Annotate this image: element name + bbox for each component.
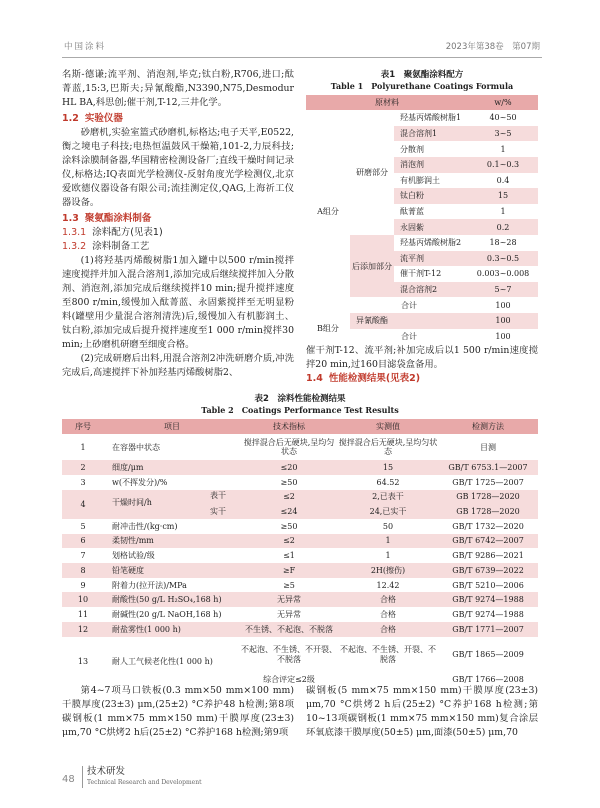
table2 (62, 419, 538, 687)
row-measured: 搅拌混合后无硬块,呈均匀状态 (338, 438, 438, 457)
materials-paragraph: 名斯-德谦;流平剂、消泡剂,毕克;钛白粉,R706,进口;酞菁蓝,15:3,巴斯夫;异氰酸酯,N3390,N75,Desmodur HL BA,科思创;催干剂,T-12,三井化学。 (62, 69, 294, 108)
material-name: 消泡剂 (394, 157, 468, 173)
section-number: 1.2 (62, 112, 79, 124)
row-method: GB/T 1725—2007 (452, 477, 524, 487)
row-measured: 2,已表干 (338, 490, 438, 505)
table2-caption-zh: 表2 涂料性能检测结果 (254, 394, 346, 404)
running-header (62, 40, 542, 58)
row-spec: ≥F (240, 563, 338, 578)
row-spec: ≤1 (283, 551, 295, 561)
section-title: 实验仪器 (84, 112, 123, 124)
material-name: 羟基丙烯酸树脂2 (400, 238, 462, 248)
section-title: 性能检测结果(见表2) (328, 372, 421, 384)
procedure-continuation: 催干剂T-12、流平剂;补加完成后以1 500 r/min速度搅拌20 min,过160目滤袋盒备用。 (306, 345, 538, 370)
material-name: 混合溶剂1 (394, 126, 468, 142)
row-measured: 合格 (380, 609, 396, 619)
section-1-3-heading (62, 212, 294, 226)
surface-dry-label: 表干 (210, 490, 226, 500)
material-fraction: 0.2 (468, 219, 538, 235)
material-name: 钛白粉 (394, 188, 468, 204)
row-measured: 1 (338, 534, 438, 549)
table-header-row (306, 95, 538, 110)
table-row (62, 607, 538, 622)
row-measured: 1 (385, 551, 391, 561)
row-no: 6 (62, 534, 104, 549)
row-item: 在容器中状态 (112, 442, 160, 452)
section-name: 技术研发 (87, 766, 126, 777)
section-1-2-heading (62, 112, 294, 126)
row-spec: 无异常 (277, 609, 301, 619)
section-number: 1.4 (306, 372, 323, 384)
row-item: 耐酸性(50 g/L H₂SO₄,168 h) (104, 592, 240, 607)
group-a-label: A组分 (317, 207, 339, 217)
row-method: GB 1728—2020 (438, 504, 538, 519)
instruments-paragraph: 砂磨机,实验室篮式砂磨机,标格达;电子天平,E0522,衡之境电子科技;电热恒温鼓风干燥箱,101-2,力辰科技;涂料涂膜制备器,华国精密检测设备厂;直线干燥时间记录仪,标格达;IQ表面光学检测仪-反射角度光学检测仪,北京爱欧德仪器设备有限公司;流挂测定仪,QAG,上海祈工仪器设备。 (62, 127, 294, 208)
row-spec: 搅拌混合后无硬块,呈均匀状态 (243, 438, 335, 457)
material-name: 有机膨润土 (400, 175, 440, 185)
row-item: 划格试验/级 (112, 551, 155, 561)
section-title: 涂料制备工艺 (92, 241, 150, 253)
footer-divider (82, 766, 83, 788)
row-no: 7 (80, 551, 86, 561)
material-name: 羟基丙烯酸树脂1 (400, 113, 462, 123)
material-name: 酞菁蓝 (400, 207, 424, 217)
table1-caption-en: Table 1 Polyurethane Coatings Formula (330, 81, 514, 92)
right-column-text (306, 344, 538, 386)
table-row (62, 548, 538, 563)
table-row (62, 592, 538, 607)
row-spec: ≥5 (283, 580, 295, 590)
material-fraction: 1 (500, 144, 506, 154)
table-row (306, 313, 538, 329)
row-no: 12 (62, 622, 104, 637)
row-method: GB/T 9286—2021 (452, 551, 524, 561)
row-measured: 12.42 (376, 580, 400, 590)
add-section-label: 后添加部分 (350, 235, 394, 297)
row-item: 铅笔硬度 (104, 563, 240, 578)
row-item: 耐冲击性/(kg·cm) (112, 521, 178, 531)
section-1-3-2-heading (62, 240, 294, 254)
header-material: 原材料 (306, 95, 468, 110)
row-no: 11 (77, 609, 89, 619)
total-label: 合计 (401, 331, 417, 341)
row-spec: ≤2 (240, 490, 338, 505)
row-measured: 50 (382, 521, 394, 531)
row-method: GB/T 1766—2008 (452, 675, 524, 685)
table1-block (306, 70, 538, 344)
row-no: 2 (62, 460, 104, 475)
row-method: 目测 (480, 442, 496, 452)
row-no: 5 (80, 521, 86, 531)
row-method: GB/T 9274—1988 (438, 592, 538, 607)
test-conditions-continuation: 碳钢板(5 mm×75 mm×150 mm)干膜厚度(23±3) μm,70 °C烘烤2 h后(25±2) °C养护168 h检测;第10~13项碳钢板(1 mm×75 mm×150 mm)复合涂层环氧底漆干膜厚度(50±5) μm,面漆(50±5) μm,70 (306, 685, 538, 738)
row-measured: 2H(擦伤) (338, 563, 438, 578)
table1 (306, 95, 538, 344)
procedure-step-2: (2)完成研磨后出料,用混合溶剂2冲洗研磨介质,冲洗完成后,高速搅拌下补加羟基丙烯酸树脂2、 (62, 353, 294, 378)
row-item (104, 490, 240, 505)
material-fraction: 0.4 (496, 175, 510, 185)
row-spec: ≥50 (280, 521, 298, 531)
section-title: 涂料配方(见表1) (92, 226, 163, 238)
table-row (62, 519, 538, 534)
row-item: w(不挥发分)/% (112, 477, 168, 487)
table-row (62, 563, 538, 578)
row-method: GB/T 1732—2020 (452, 521, 524, 531)
table-row (62, 637, 538, 673)
material-fraction: 40~50 (489, 113, 517, 123)
row-no: 10 (62, 592, 104, 607)
material-name: 分散剂 (400, 144, 424, 154)
drying-time-label: 干燥时间/h (112, 497, 152, 507)
header-spec: 技术指标 (240, 419, 338, 434)
row-spec: 综合评定≤2级 (263, 675, 315, 685)
table-row (62, 475, 538, 490)
table-row (62, 622, 538, 637)
material-fraction: 0.1~0.3 (468, 157, 538, 173)
section-1-3-1-heading (62, 226, 294, 240)
header-item: 项目 (104, 419, 240, 434)
row-measured: 不起泡、不生锈、开裂、不脱落 (340, 645, 436, 664)
row-no: 8 (62, 563, 104, 578)
journal-name: 中国涂料 (64, 42, 107, 52)
bottom-right-text (306, 684, 538, 740)
table2-caption-en: Table 2 Coatings Performance Test Results (201, 405, 399, 416)
table-row (62, 460, 538, 475)
row-measured: 合格 (338, 592, 438, 607)
row-no: 13 (77, 657, 89, 667)
row-measured: 24,已实干 (338, 504, 438, 519)
section-title: 聚氨酯涂料制备 (84, 212, 152, 224)
header-measured: 实测值 (338, 419, 438, 434)
row-no: 4 (62, 490, 104, 519)
section-1-4-heading (306, 372, 538, 386)
material-name: 异氰酸酯 (350, 313, 468, 329)
row-item: 耐盐雾性(1 000 h) (104, 622, 240, 637)
grind-section-label: 研磨部分 (356, 168, 388, 178)
section-number: 1.3.2 (62, 241, 87, 253)
section-name-en: Technical Research and Development (87, 779, 202, 786)
bottom-left-text (62, 684, 294, 740)
issue-info: 2023年第38卷 第07期 (445, 42, 540, 52)
left-column (62, 68, 294, 380)
row-spec: 不起泡、不生锈、不开裂、不脱落 (241, 645, 337, 664)
row-spec: ≤24 (240, 504, 338, 519)
material-name: 催干剂T-12 (400, 269, 442, 279)
material-name: 流平剂 (394, 251, 468, 267)
material-fraction: 0.3~0.5 (468, 251, 538, 267)
table-row (62, 434, 538, 460)
procedure-step-1: (1)将羟基丙烯酸树脂1加入罐中以500 r/min搅拌速度搅拌并加入混合溶剂1,添加完成后继续搅拌加入分散剂、消泡剂,添加完成后继续搅拌10 min;提升搅拌速度至800 r/min,缓慢加入酞菁蓝、永固紫搅拌至无明显粉料(罐壁用少量混合溶剂清洗)后,缓慢加入有机膨润土、钛白粉,添加完成后提升搅拌速度至1 000 r/min搅拌30 min;上砂磨机研磨至细度合格。 (62, 255, 294, 351)
row-no: 1 (80, 442, 86, 452)
row-no: 9 (80, 580, 86, 590)
material-fraction: 0.003~0.008 (476, 269, 530, 279)
row-method: GB 1728—2020 (438, 490, 538, 505)
row-spec: ≤2 (240, 534, 338, 549)
table-row (62, 490, 538, 505)
table-row (62, 578, 538, 593)
row-method: GB/T 1771—2007 (438, 622, 538, 637)
row-method: GB/T 9274—1988 (452, 609, 524, 619)
material-fraction: 15 (468, 188, 538, 204)
section-number: 1.3 (62, 212, 79, 224)
total-label: 合计 (401, 300, 417, 310)
material-fraction: 1 (500, 207, 506, 217)
row-no: 3 (80, 477, 86, 487)
table1-caption-zh: 表1 聚氨酯涂料配方 (380, 70, 464, 80)
row-item: 柔韧性/mm (104, 534, 240, 549)
table-row (62, 534, 538, 549)
material-fraction: 100 (468, 313, 538, 329)
row-method: GB/T 5210—2006 (452, 580, 524, 590)
row-item: 附着力(拉开法)/MPa (112, 580, 187, 590)
section-number: 1.3.1 (62, 226, 87, 238)
row-spec: 不生锈、不起泡、不脱落 (240, 622, 338, 637)
row-method: GB/T 6739—2022 (438, 563, 538, 578)
table-row (306, 110, 538, 126)
material-name: 永固紫 (394, 219, 468, 235)
material-fraction: 5~7 (468, 282, 538, 298)
row-item: 耐碱性(20 g/L NaOH,168 h) (112, 609, 222, 619)
material-fraction: 18~28 (489, 238, 517, 248)
header-method: 检测方法 (438, 419, 538, 434)
header-fraction: w/% (468, 95, 538, 110)
material-name: 混合溶剂2 (394, 282, 468, 298)
row-item: 耐人工气候老化性(1 000 h) (112, 657, 213, 667)
group-b-label: B组分 (317, 323, 339, 333)
hard-dry-label: 实干 (104, 504, 240, 519)
row-measured: 15 (338, 460, 438, 475)
row-measured: 64.52 (376, 477, 400, 487)
total-value: 100 (495, 300, 511, 310)
total-value: 100 (495, 331, 511, 341)
material-fraction: 3~5 (468, 126, 538, 142)
row-item: 细度/μm (104, 460, 240, 475)
row-measured: 合格 (338, 622, 438, 637)
page-number: 48 (62, 774, 75, 785)
row-spec: 无异常 (240, 592, 338, 607)
row-spec: ≤20 (240, 460, 338, 475)
table-header-row (62, 419, 538, 434)
table2-block (62, 394, 538, 687)
row-spec: ≥50 (280, 477, 298, 487)
row-method: GB/T 1865—2009 (452, 649, 524, 659)
test-conditions-paragraph: 第4~7项马口铁板(0.3 mm×50 mm×100 mm)干膜厚度(23±3) μm,(25±2) °C养护48 h检测;第8项碳钢板(1 mm×75 mm×150 mm)干膜厚度(23±3) μm,70 °C烘烤2 h后(25±2) °C养护168 h检测;第9项 (62, 685, 294, 738)
row-method: GB/T 6742—2007 (438, 534, 538, 549)
header-no: 序号 (62, 419, 104, 434)
row-method: GB/T 6753.1—2007 (438, 460, 538, 475)
